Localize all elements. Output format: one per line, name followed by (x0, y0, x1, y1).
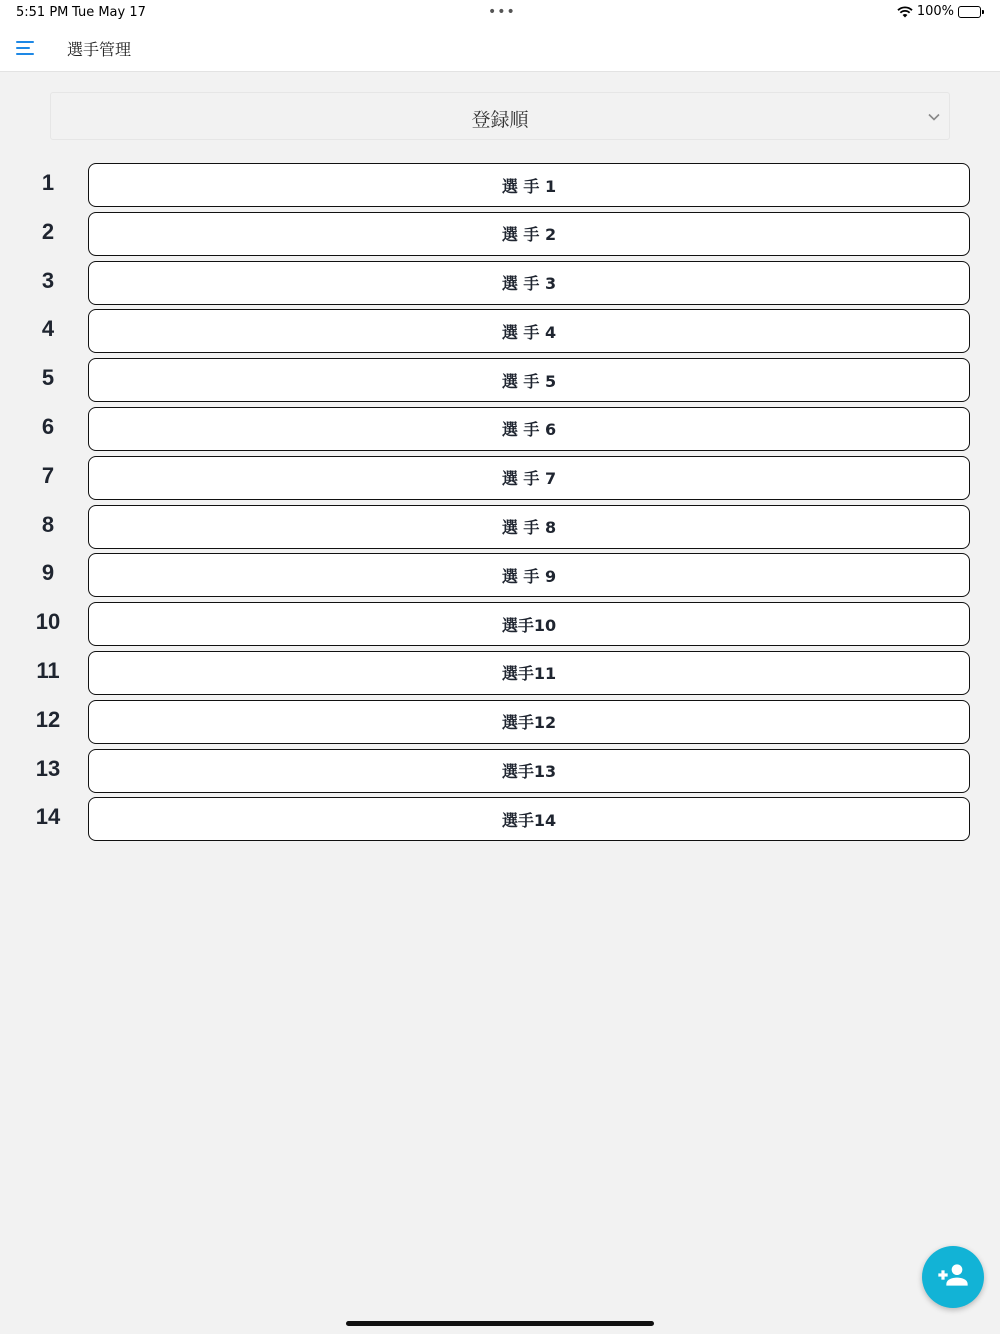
player-number: 13 (35, 755, 61, 781)
player-button[interactable]: 選手11 (88, 651, 970, 695)
player-button[interactable]: 選手10 (88, 602, 970, 646)
list-item (0, 699, 1000, 748)
player-number: 6 (41, 413, 55, 439)
sort-selected-value: 登録順 (471, 109, 529, 131)
player-button[interactable]: 選手14 (88, 797, 970, 841)
player-number: 12 (35, 706, 61, 732)
status-bar (0, 0, 1000, 24)
player-button[interactable]: 選 手 2 (88, 212, 970, 256)
home-indicator (346, 1321, 654, 1326)
player-number: 10 (35, 609, 61, 635)
list-item (0, 601, 1000, 650)
player-button[interactable]: 選 手 9 (88, 553, 970, 597)
player-number: 8 (41, 511, 55, 537)
page-title: 選手管理 (67, 40, 132, 59)
player-button[interactable]: 選 手 5 (88, 358, 970, 402)
list-item (0, 552, 1000, 601)
person-add-icon (937, 1259, 969, 1295)
chevron-down-icon (927, 109, 941, 123)
player-number: 14 (35, 804, 61, 830)
player-button[interactable]: 選 手 6 (88, 407, 970, 451)
list-item (0, 211, 1000, 260)
sort-order-select[interactable] (50, 92, 950, 140)
list-item (0, 650, 1000, 699)
player-button[interactable]: 選 手 7 (88, 456, 970, 500)
player-button[interactable]: 選手13 (88, 749, 970, 793)
list-item (0, 455, 1000, 504)
add-player-button[interactable] (922, 1246, 984, 1308)
wifi-icon (897, 6, 913, 18)
player-number: 7 (41, 462, 55, 488)
player-number: 4 (41, 316, 55, 342)
player-button[interactable]: 選 手 1 (88, 163, 970, 207)
player-button[interactable]: 選 手 3 (88, 261, 970, 305)
player-list (0, 162, 1000, 845)
list-item (0, 260, 1000, 309)
list-item (0, 406, 1000, 455)
player-number: 1 (41, 170, 55, 195)
list-item (0, 308, 1000, 357)
status-time: 5:51 PM (16, 5, 69, 20)
battery-percent: 100% (916, 4, 954, 19)
player-number: 9 (41, 560, 55, 586)
player-button[interactable]: 選手12 (88, 700, 970, 744)
list-item (0, 796, 1000, 845)
player-button[interactable]: 選 手 4 (88, 309, 970, 353)
multitasking-dots[interactable]: ••• (488, 4, 516, 20)
status-right (897, 4, 984, 19)
player-number: 5 (41, 365, 55, 391)
list-item (0, 748, 1000, 797)
list-item (0, 504, 1000, 553)
battery-icon (958, 6, 984, 18)
player-number: 3 (41, 267, 55, 293)
list-item (0, 162, 1000, 211)
menu-icon[interactable] (16, 40, 36, 56)
player-button[interactable]: 選 手 8 (88, 505, 970, 549)
list-item (0, 357, 1000, 406)
player-number: 11 (36, 657, 60, 683)
status-date: Tue May 17 (72, 5, 146, 20)
app-header (0, 24, 1000, 72)
player-number: 2 (41, 218, 55, 244)
